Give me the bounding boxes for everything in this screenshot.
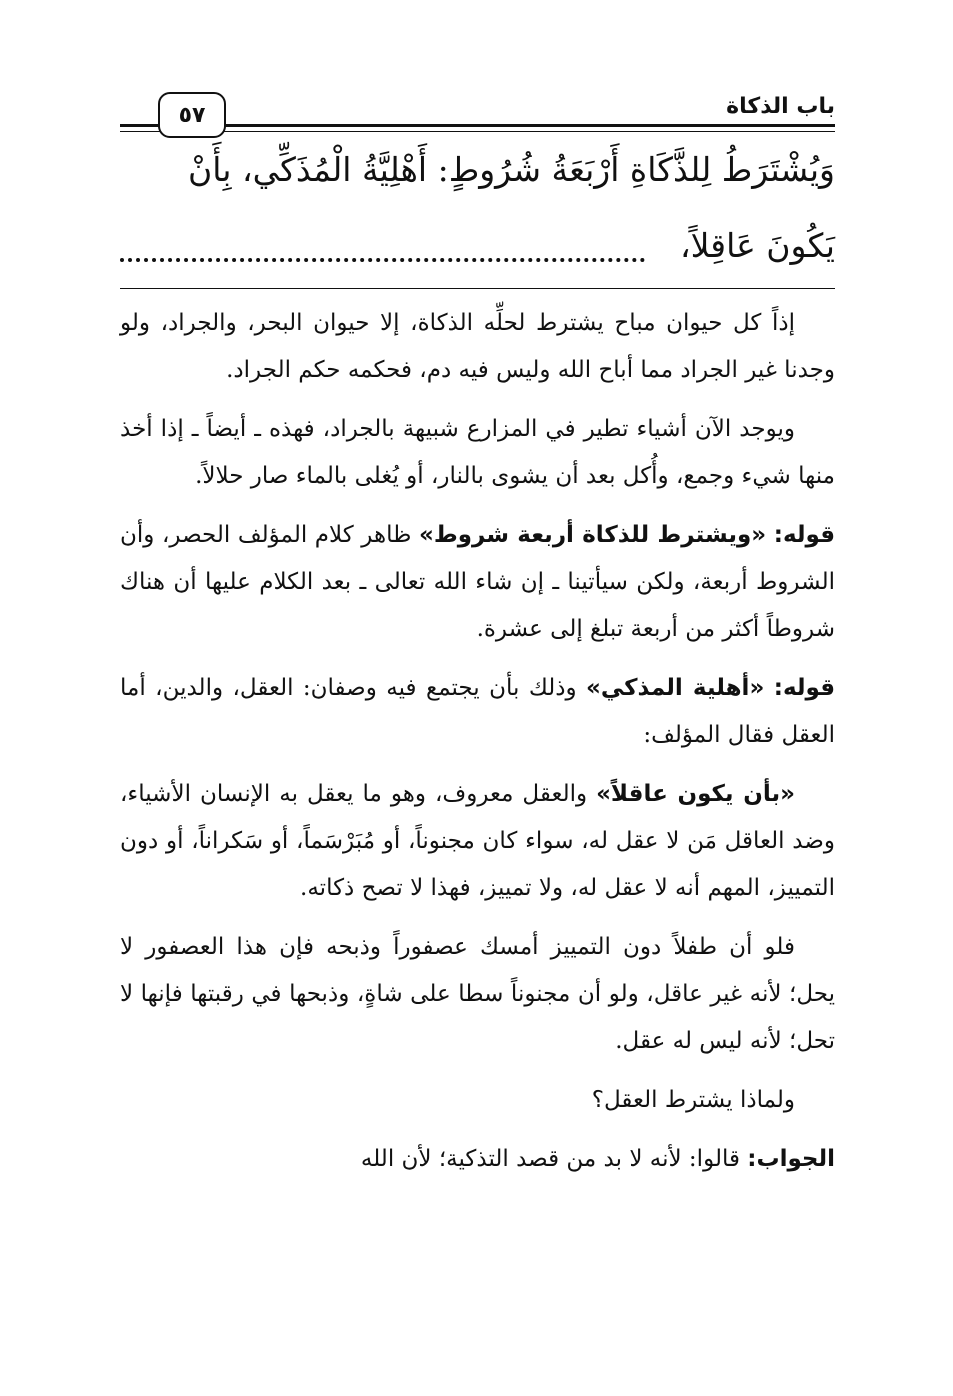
- running-head: باب الذكاة: [726, 94, 835, 119]
- commentary-paragraph: ولماذا يشترط العقل؟: [591, 1087, 795, 1113]
- qawluhu-label: قوله:: [773, 522, 836, 548]
- matn-commentary-divider: [120, 288, 835, 289]
- paragraph-text: والعقل معروف، وهو ما يعقل به الإنسان الأشياء، وضد العاقل مَن لا عقل له، سواء كان مجنوناً، أو مُبَرْسَماً، أو سَكراناً، أو دون التمييز، المهم أنه لا عقل له، ولا تمييز، فهذا لا تصح ذكاته.: [120, 781, 835, 901]
- qawluhu-label: قوله:: [773, 675, 836, 701]
- commentary-paragraph: [120, 771, 835, 912]
- matn-dotted-leader: [120, 244, 645, 262]
- commentary-paragraph: [120, 1136, 835, 1183]
- commentary: [120, 300, 835, 1195]
- page-number-text: ٥٧: [178, 102, 206, 128]
- matn-quote: «ويشترط للذكاة أربعة شروط»: [419, 522, 767, 548]
- matn-line-2: يَكُونَ عَاقِلاً،: [679, 226, 835, 265]
- header-rule-top: [120, 124, 835, 127]
- matn-line-1: وَيُشْتَرَطُ لِلذَّكَاةِ أَرْبَعَةُ شُرُوطٍ: أَهْلِيَّةُ الْمُذَكِّي، بِأَنْ: [188, 150, 835, 189]
- page-number: [158, 92, 226, 138]
- paragraph-text: ظاهر كلام المؤلف الحصر، وأن الشروط أربعة، ولكن سيأتينا ـ إن شاء الله تعالى ـ بعد الكلام عليها أن هناك شروطاً أكثر من أربعة تبلغ إلى عشرة.: [120, 522, 835, 642]
- paragraph-text: قالوا: لأنه لا بد من قصد التذكية؛ لأن الله: [360, 1146, 740, 1172]
- commentary-paragraph: إذاً كل حيوان مباح يشترط لحلِّه الذكاة، إلا حيوان البحر، والجراد، ولو وجدنا غير الجراد مما أباح الله وليس فيه دم، فحكمه حكم الجراد.: [120, 310, 835, 383]
- commentary-paragraph: [120, 512, 835, 653]
- paragraph-text: وذلك بأن يجتمع فيه وصفان: العقل، والدين، أما العقل فقال المؤلف:: [120, 675, 835, 748]
- commentary-paragraph: فلو أن طفلاً دون التمييز أمسك عصفوراً وذبحه فإن هذا العصفور لا يحل؛ لأنه غير عاقل، ولو أن مجنوناً سطا على شاةٍ، وذبحها في رقبتها فإنها لا تحل؛ لأنه ليس له عقل.: [120, 934, 835, 1054]
- matn-quote: «أهلية المذكي»: [586, 675, 765, 701]
- commentary-paragraph: ويوجد الآن أشياء تطير في المزارع شبيهة بالجراد، فهذه ـ أيضاً ـ إذا أخذ منها شيء وجمع، وأُكل بعد أن يشوى بالنار، أو يُغلى بالماء صار حلالاً.: [120, 416, 835, 489]
- header-rule-bottom: [120, 131, 835, 132]
- commentary-paragraph: [120, 665, 835, 759]
- matn-quote: «بأن يكون عاقلاً»: [596, 781, 796, 807]
- answer-label: الجواب:: [747, 1146, 835, 1172]
